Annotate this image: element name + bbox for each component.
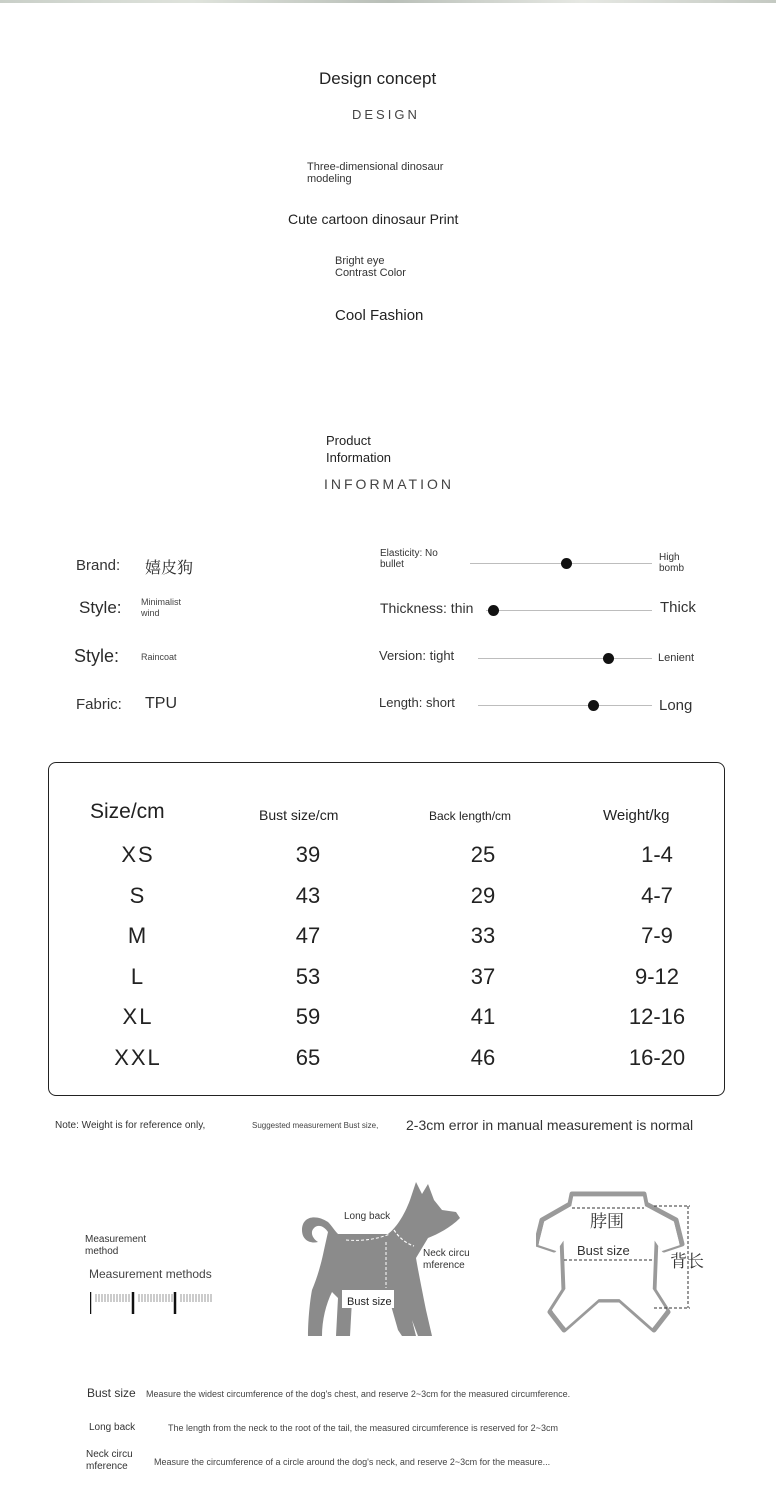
back-header: Back length/cm xyxy=(429,809,512,823)
style2-label: Style: xyxy=(74,646,120,666)
version-slider-dot xyxy=(603,653,614,664)
size-table-cell: 4-7 xyxy=(641,882,673,908)
size-table-cell: 1-4 xyxy=(641,842,673,867)
version-right-label: Lenient xyxy=(658,652,695,664)
size-table-cell: 65 xyxy=(295,1044,321,1070)
fabric-label: Fabric: xyxy=(76,696,122,713)
garment-back-label: 背长 xyxy=(670,1252,704,1271)
size-table-cell: L xyxy=(130,963,146,989)
footnote-back-title: Long back xyxy=(89,1422,136,1433)
size-table-cell: M xyxy=(127,923,149,948)
size-table-cell: 59 xyxy=(295,1004,321,1029)
garment-bust-label: Bust size xyxy=(577,1243,630,1258)
size-table-cell: 33 xyxy=(470,923,496,948)
size-table-cell: 43 xyxy=(295,882,321,908)
size-table-cell: 46 xyxy=(470,1044,496,1070)
size-table-cell: XL xyxy=(122,1004,154,1029)
size-table-cell: 41 xyxy=(470,1004,496,1029)
footnote-neck-text: Measure the circumference of a circle around the dog's neck, and reserve 2~3cm for the measure... xyxy=(154,1457,551,1467)
style1-value: Minimalist wind xyxy=(141,597,182,618)
footnote-bust-title: Bust size xyxy=(87,1386,136,1400)
feature-contrast: Bright eye Contrast Color xyxy=(335,255,406,279)
size-table-cell: 39 xyxy=(295,842,321,867)
thickness-right-label: Thick xyxy=(660,599,696,616)
design-subtitle: DESIGN xyxy=(352,107,420,122)
style1-label: Style: xyxy=(79,598,122,617)
brand-label: Brand: xyxy=(76,557,121,574)
weight-header: Weight/kg xyxy=(603,807,670,824)
size-table-cell: XXL xyxy=(114,1044,162,1070)
measurement-title: Measurement method xyxy=(85,1234,147,1257)
garment-neck-label: 脖围 xyxy=(590,1212,624,1231)
footnote-back-text: The length from the neck to the root of the tail, the measured circumference is reserved for 2~3cm xyxy=(168,1423,558,1433)
size-table-cell: S xyxy=(129,882,147,908)
length-slider-track xyxy=(478,705,652,706)
size-table-cell: 53 xyxy=(295,963,321,989)
size-table-cell: 12-16 xyxy=(628,1004,686,1029)
size-table-cell: 7-9 xyxy=(641,923,673,948)
elasticity-right-label: High bomb xyxy=(659,552,685,574)
elasticity-left-label: Elasticity: No bullet xyxy=(380,548,438,570)
length-slider-dot xyxy=(588,700,599,711)
version-left-label: Version: tight xyxy=(379,648,455,663)
version-slider-track xyxy=(478,658,652,659)
bust-header: Bust size/cm xyxy=(259,807,339,823)
footnote-bust-text: Measure the widest circumference of the dog's chest, and reserve 2~3cm for the measured circumference. xyxy=(146,1389,571,1399)
dog-long-back-label: Long back xyxy=(344,1211,391,1222)
product-subtitle: INFORMATION xyxy=(324,476,454,492)
note-part1: Note: Weight is for reference only, xyxy=(55,1120,206,1131)
product-title: Product Information xyxy=(326,433,392,465)
size-header: Size/cm xyxy=(90,800,165,823)
feature-print: Cute cartoon dinosaur Print xyxy=(288,211,459,227)
dog-bust-label: Bust size xyxy=(347,1296,392,1308)
length-left-label: Length: short xyxy=(379,695,455,710)
note-part3: 2-3cm error in manual measurement is normal xyxy=(406,1117,694,1133)
thickness-slider-dot xyxy=(488,605,499,616)
thickness-left-label: Thickness: thin xyxy=(380,600,474,616)
size-table-cell: 29 xyxy=(470,882,496,908)
footnote-neck-title: Neck circu mference xyxy=(86,1449,133,1472)
feature-3d-modeling: Three-dimensional dinosaur modeling xyxy=(307,161,444,185)
brand-value: 嬉皮狗 xyxy=(145,560,194,577)
note-part2: Suggested measurement Bust size, xyxy=(252,1121,379,1130)
size-table-cell: 16-20 xyxy=(628,1044,686,1070)
size-table-cell: 25 xyxy=(470,842,496,867)
size-table-cell: XS xyxy=(121,842,155,867)
feature-fashion: Cool Fashion xyxy=(335,307,424,324)
top-image-strip xyxy=(0,0,776,3)
size-table-cell: 47 xyxy=(295,923,321,948)
measurement-subtitle: Measurement methods xyxy=(89,1267,212,1281)
ruler-icon xyxy=(90,1292,214,1314)
design-title: Design concept xyxy=(319,69,437,88)
elasticity-slider-dot xyxy=(561,558,572,569)
length-right-label: Long xyxy=(659,697,693,714)
style2-value: Raincoat xyxy=(141,652,177,662)
fabric-value: TPU xyxy=(145,695,177,712)
size-table-cell: 37 xyxy=(470,963,496,989)
size-table-cell: 9-12 xyxy=(634,963,680,989)
dog-neck-label: Neck circu mference xyxy=(423,1248,470,1271)
thickness-slider-track xyxy=(486,610,652,611)
